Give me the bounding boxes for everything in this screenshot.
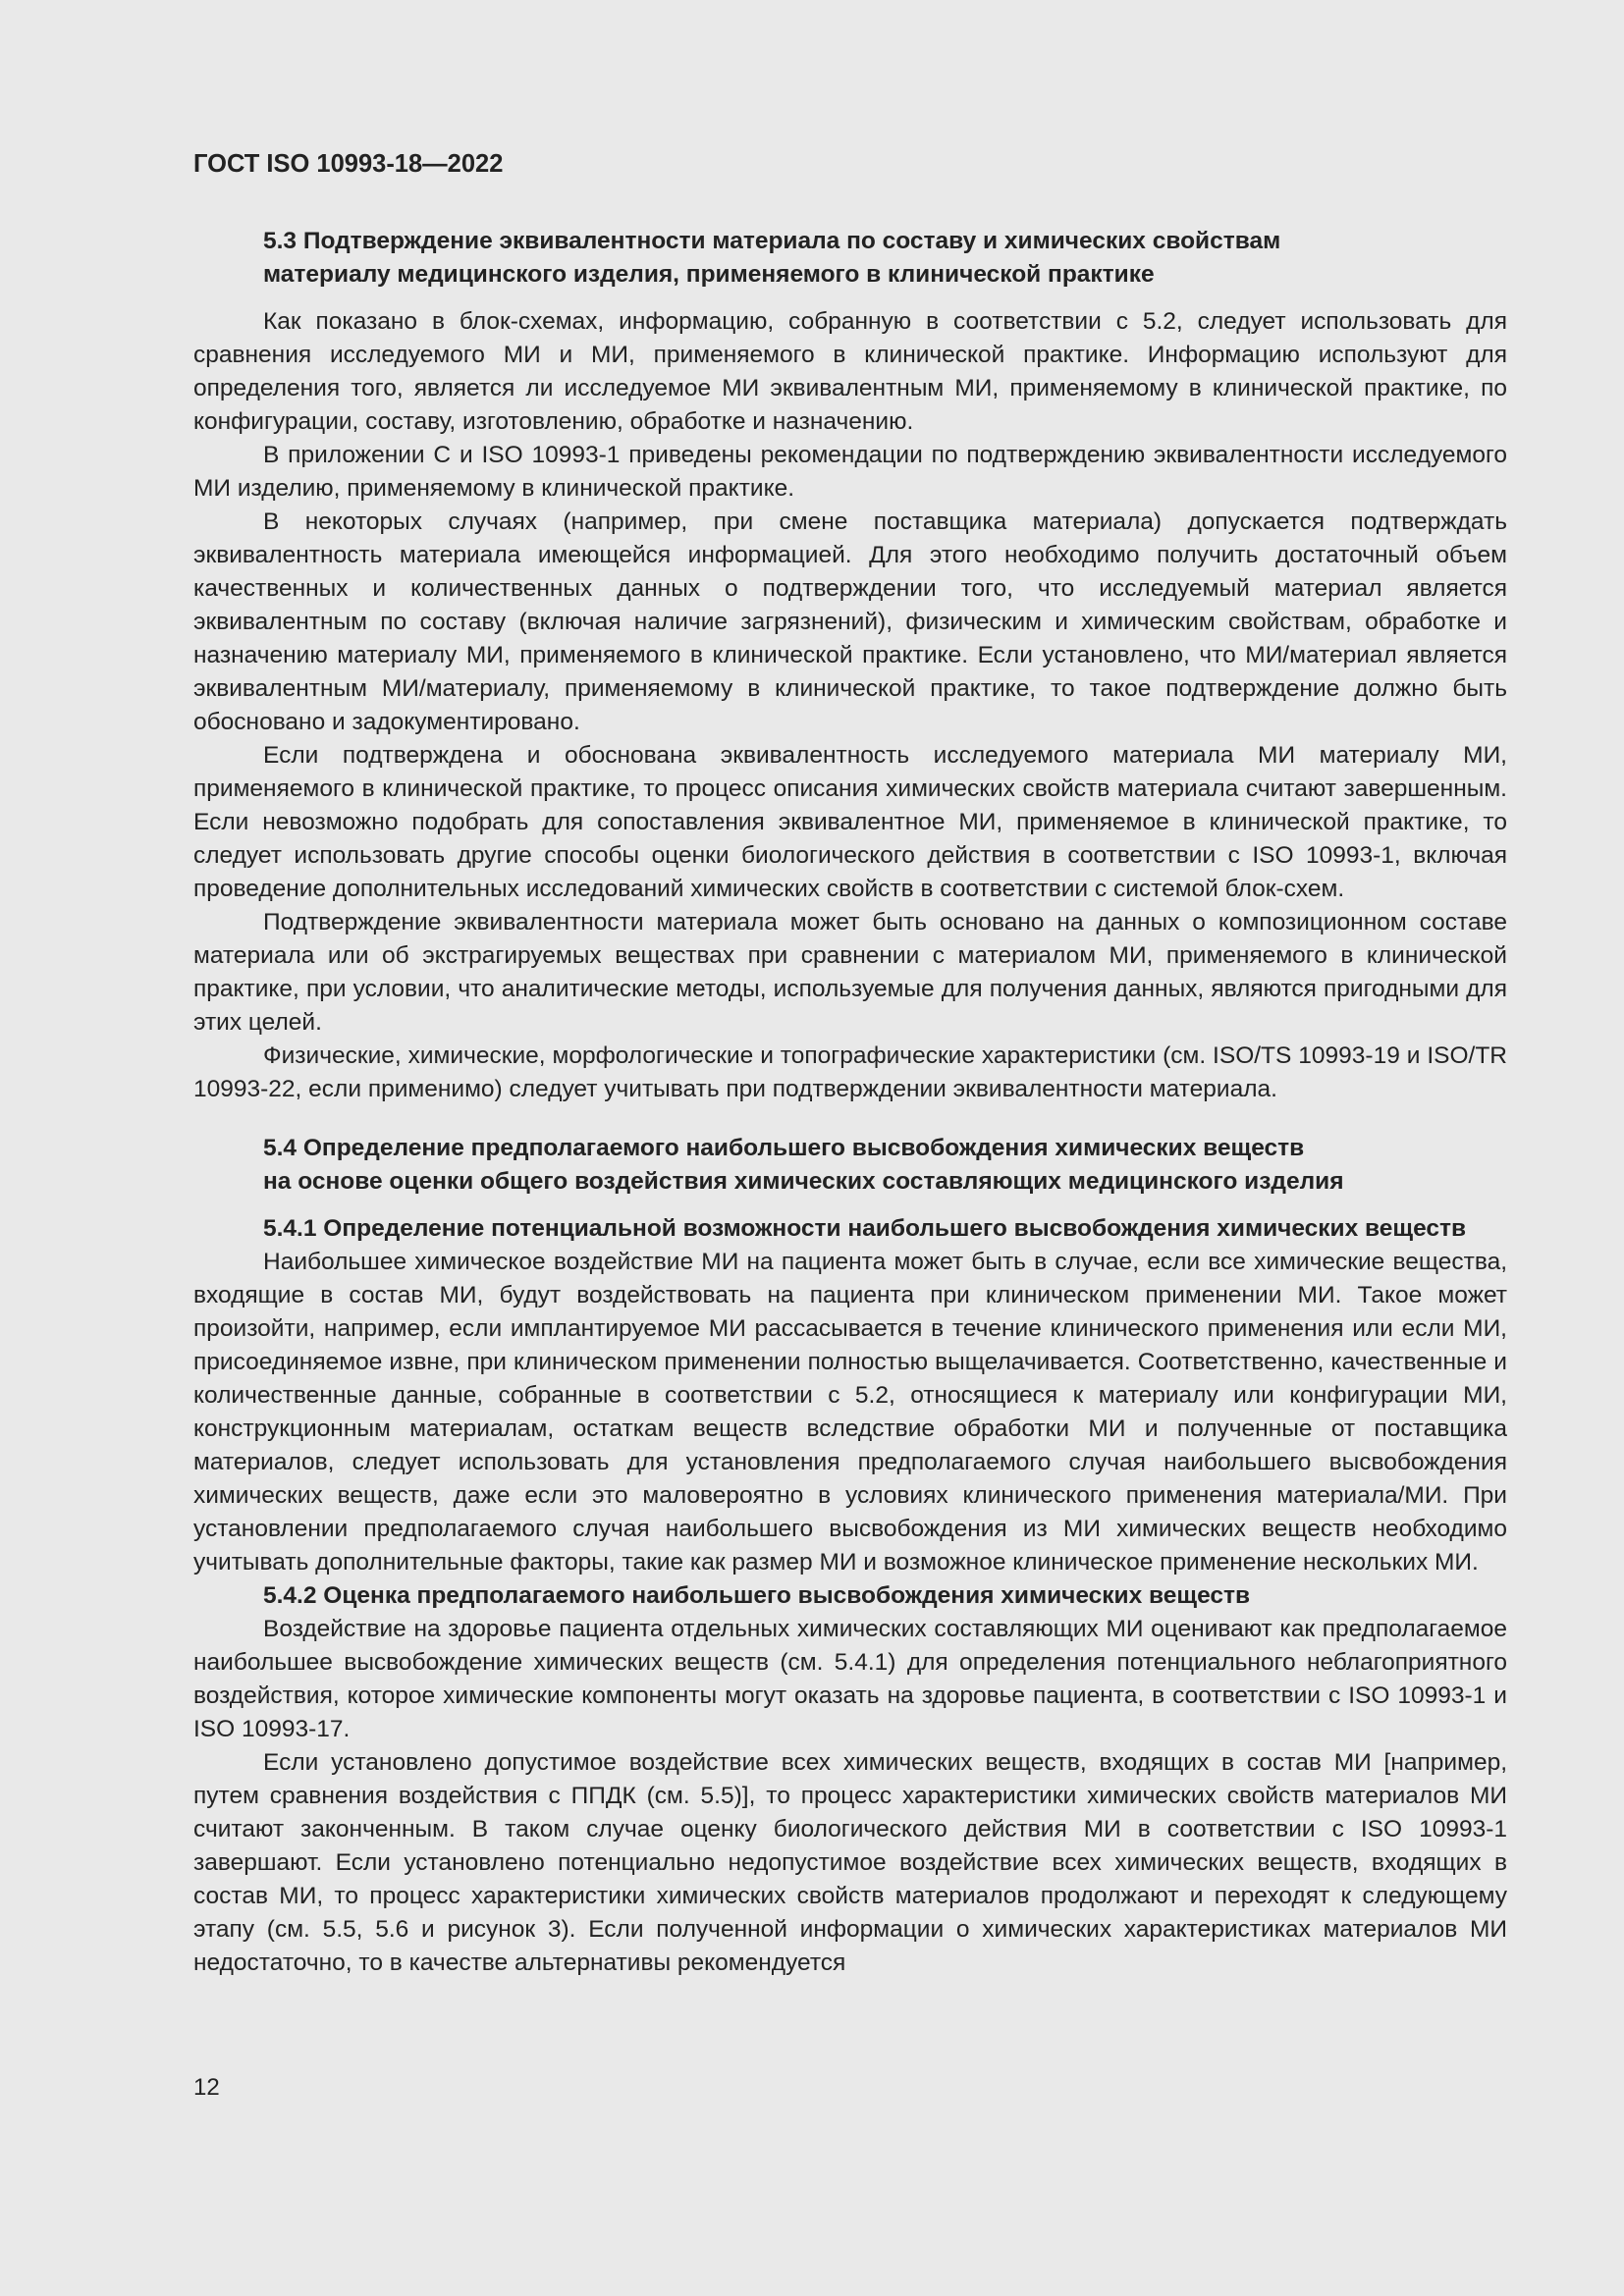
section-heading-5-4-1: 5.4.1 Определение потенциальной возможности наибольшего высвобождения химических веществ <box>263 1215 1467 1242</box>
paragraph: Если подтверждена и обоснована эквивалентность исследуемого материала МИ материалу МИ, применяемого в клинической практике, то процесс описания химических свойств материала считают завершенным. Если невозможно подобрать для сопоставления эквивалентное МИ, применяемое в клинической практике, то следует использовать другие способы оценки биологического действия в соответствии с ISO 10993-1, включая проведение дополнительных исследований химических свойств в соответствии с системой блок-схем. <box>193 742 1507 902</box>
section-5-4 <box>193 1132 1507 1199</box>
page-number: 12 <box>193 2074 220 2101</box>
section-5-4-2 <box>193 1579 1507 1980</box>
document-page <box>193 147 1507 1980</box>
section-heading-5-4-2: 5.4.2 Оценка предполагаемого наибольшего высвобождения химических веществ <box>263 1582 1251 1609</box>
section-heading-5-3-line2: материалу медицинского изделия, применяемого в клинической практике <box>263 261 1155 288</box>
section-heading-5-4-line2: на основе оценки общего воздействия химических составляющих медицинского изделия <box>263 1168 1344 1195</box>
paragraph: Наибольшее химическое воздействие МИ на пациента может быть в случае, если все химические вещества, входящие в состав МИ, будут воздействовать на пациента при клиническом применении МИ. Такое может произойти, например, если имплантируемое МИ рассасывается в течение клинического применения или если МИ, присоединяемое извне, при клиническом применении полностью выщелачивается. Соответственно, качественные и количественные данные, собранные в соответствии с 5.2, относящиеся к материалу или конфигурации МИ, конструкционным материалам, остаткам веществ вследствие обработки МИ и полученные от поставщика материалов, следует использовать для установления предполагаемого случая наибольшего высвобождения химических веществ, даже если это маловероятно в условиях клинического применения материала/МИ. При установлении предполагаемого случая наибольшего высвобождения из МИ химических веществ необходимо учитывать дополнительные факторы, такие как размер МИ и возможное клиническое применение нескольких МИ. <box>193 1249 1507 1575</box>
paragraph: Как показано в блок-схемах, информацию, собранную в соответствии с 5.2, следует использовать для сравнения исследуемого МИ и МИ, применяемого в клинической практике. Информацию используют для определения того, является ли исследуемое МИ эквивалентным МИ, применяемому в клинической практике, по конфигурации, составу, изготовлению, обработке и назначению. <box>193 308 1507 435</box>
paragraph: Если установлено допустимое воздействие всех химических веществ, входящих в состав МИ [например, путем сравнения воздействия с ППДК (см. 5.5)], то процесс характеристики химических свойств материалов МИ считают законченным. В таком случае оценку биологического действия МИ в соответствии с ISO 10993-1 завершают. Если установлено потенциально недопустимое воздействие всех химических веществ, входящих в состав МИ, то процесс характеристики химических свойств материалов продолжают и переходят к следующему этапу (см. 5.5, 5.6 и рисунок 3). Если полученной информации о химических характеристиках материалов МИ недостаточно, то в качестве альтернативы рекомендуется <box>193 1749 1507 1976</box>
document-header: ГОСТ ISO 10993-18—2022 <box>193 150 504 178</box>
paragraph: В некоторых случаях (например, при смене поставщика материала) допускается подтверждать эквивалентность материала имеющейся информацией. Для этого необходимо получить достаточный объем качественных и количественных данных о подтверждении того, что исследуемый материал является эквивалентным по составу (включая наличие загрязнений), физическим и химическим свойствам, обработке и назначению материалу МИ, применяемого в клинической практике. Если установлено, что МИ/материал является эквивалентным МИ/материалу, применяемому в клинической практике, то такое подтверждение должно быть обосновано и задокументировано. <box>193 508 1507 735</box>
paragraph: Физические, химические, морфологические и топографические характеристики (см. ISO/TS 10993-19 и ISO/TR 10993-22, если применимо) следует учитывать при подтверждении эквивалентности материала. <box>193 1042 1507 1102</box>
section-5-3 <box>193 225 1507 1106</box>
section-heading-5-4-line1: 5.4 Определение предполагаемого наибольшего высвобождения химических веществ <box>263 1135 1305 1161</box>
paragraph: Воздействие на здоровье пациента отдельных химических составляющих МИ оценивают как предполагаемое наибольшее высвобождение химических веществ (см. 5.4.1) для определения потенциального неблагоприятного воздействия, которое химические компоненты могут оказать на здоровье пациента, в соответствии с ISO 10993-1 и ISO 10993-17. <box>193 1616 1507 1742</box>
paragraph: В приложении С и ISO 10993-1 приведены рекомендации по подтверждению эквивалентности исследуемого МИ изделию, применяемому в клинической практике. <box>193 442 1507 502</box>
section-heading-5-3-line1: 5.3 Подтверждение эквивалентности материала по составу и химических свойствам <box>263 228 1281 254</box>
section-5-4-1 <box>193 1212 1507 1579</box>
paragraph: Подтверждение эквивалентности материала может быть основано на данных о композиционном составе материала или об экстрагируемых веществах при сравнении с материалом МИ, применяемого в клинической практике, при условии, что аналитические методы, используемые для получения данных, являются пригодными для этих целей. <box>193 909 1507 1036</box>
